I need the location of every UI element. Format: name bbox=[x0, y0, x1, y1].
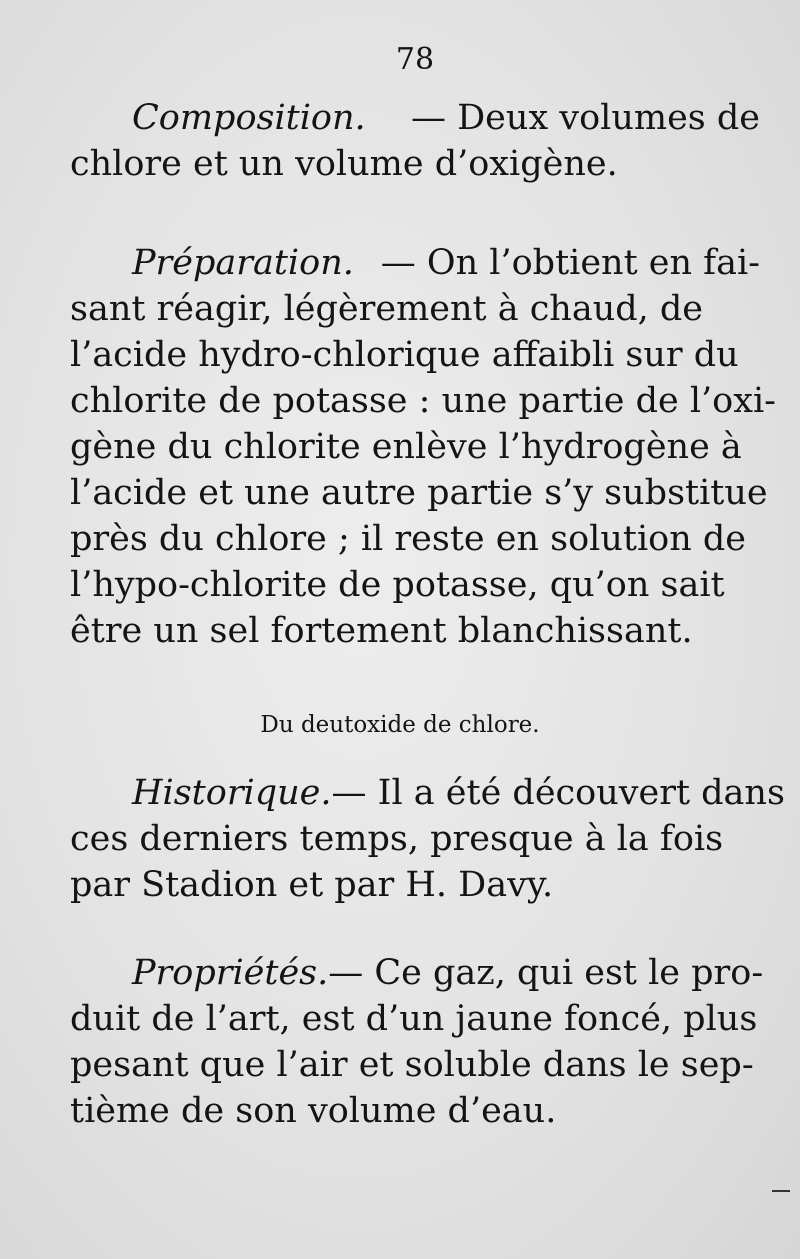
paragraph-line: chlorite de potasse : une partie de l’oxi- bbox=[70, 381, 776, 421]
paragraph-line bbox=[70, 770, 785, 816]
paragraph-line bbox=[70, 240, 760, 286]
paragraph-text: — On l’obtient en fai- bbox=[380, 243, 760, 283]
paragraph-composition bbox=[70, 95, 760, 187]
paragraph-line: chlore et un volume d’oxigène. bbox=[70, 144, 618, 184]
paragraph-line: gène du chlorite enlève l’hydrogène à bbox=[70, 427, 742, 467]
paragraph-line: pesant que l’air et soluble dans le sep- bbox=[70, 1045, 754, 1085]
paragraph-preparation bbox=[70, 240, 776, 654]
paragraph-line: l’acide hydro-chlorique affaibli sur du bbox=[70, 335, 739, 375]
paragraph-line: par Stadion et par H. Davy. bbox=[70, 865, 554, 905]
paragraph-line: près du chlore ; il reste en solution de bbox=[70, 519, 746, 559]
paragraph-line: duit de l’art, est d’un jaune foncé, plus bbox=[70, 999, 758, 1039]
paragraph-line: l’hypo-chlorite de potasse, qu’on sait bbox=[70, 565, 725, 605]
page-number: 78 bbox=[395, 42, 435, 77]
section-title: Du deutoxide de chlore. bbox=[260, 712, 540, 738]
paragraph-text: — Ce gaz, qui est le pro- bbox=[328, 953, 764, 993]
paragraph-heading: Historique. bbox=[132, 773, 332, 813]
paragraph-line: tième de son volume d’eau. bbox=[70, 1091, 557, 1131]
paragraph-proprietes bbox=[70, 950, 764, 1134]
paragraph-heading: Composition. bbox=[132, 98, 366, 138]
paragraph-historique bbox=[70, 770, 785, 908]
paragraph-text: — Il a été découvert dans bbox=[331, 773, 785, 813]
paragraph-text: — Deux volumes de bbox=[411, 98, 760, 138]
paragraph-line bbox=[70, 95, 760, 141]
paragraph-line: l’acide et une autre partie s’y substitue bbox=[70, 473, 768, 513]
paragraph-line: sant réagir, légèrement à chaud, de bbox=[70, 289, 704, 329]
paragraph-heading: Préparation. bbox=[132, 243, 354, 283]
paragraph-heading: Propriétés. bbox=[132, 953, 329, 993]
paragraph-line: être un sel fortement blanchissant. bbox=[70, 611, 693, 651]
paragraph-line: ces derniers temps, presque à la fois bbox=[70, 819, 724, 859]
page-edge-mark bbox=[772, 1190, 790, 1192]
paragraph-line bbox=[70, 950, 764, 996]
